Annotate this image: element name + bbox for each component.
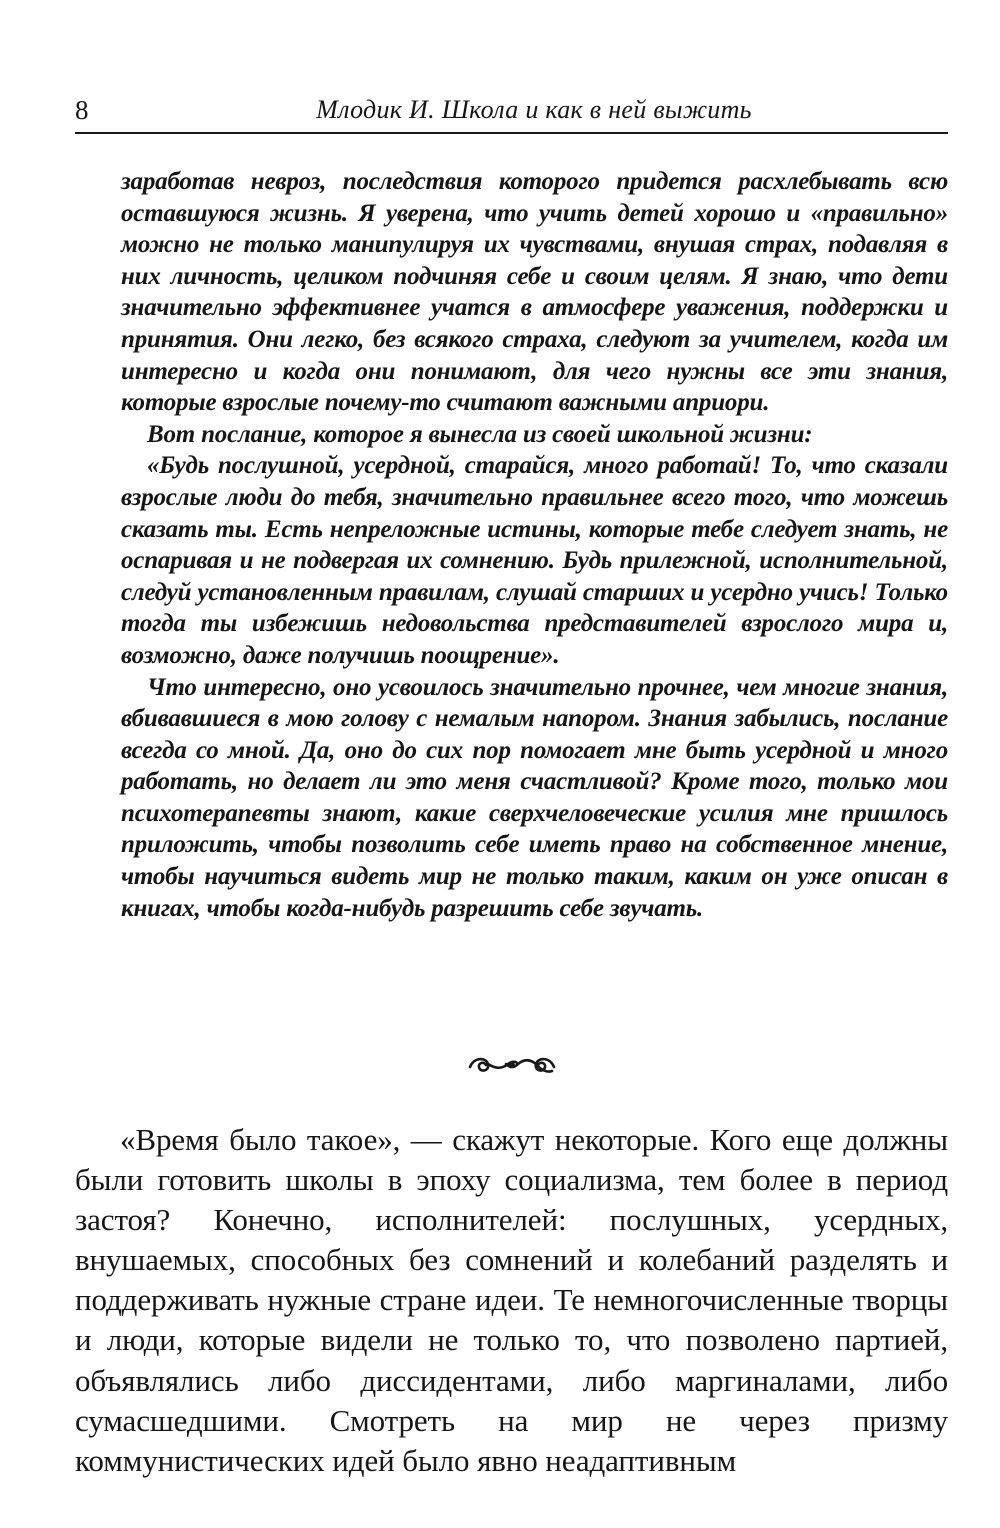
quote-paragraph: Что интересно, оно усвоилось значительно прочнее, чем многие знания, вбивавшиеся в мою голову с немалым напором. Знания забылись, послание всегда со мной. Да, оно до сих пор помогает мне быть усердной и много работать, но делает ли это меня счастливой? Кроме того, только мои психотерапевты знают, какие сверхчеловеческие усилия мне пришлось приложить, чтобы позволить себе иметь право на собственное мнение, чтобы научиться видеть мир не только таким, каким он уже описан в книгах, чтобы когда-нибудь разрешить себе звучать. [121, 673, 948, 922]
main-body-text [75, 1120, 948, 1481]
body-paragraph: «Время было такое», — скажут некоторые. Кого еще должны были готовить школы в эпоху социализма, тем более в период застоя? Конечно, исполнителей: послушных, усердных, внушаемых, способных без сомнений и колебаний разделять и поддерживать нужные стране идеи. Те немногочисленные творцы и люди, которые видели не только то, что позволено партией, объявлялись либо диссидентами, либо маргиналами, либо сумасшедшими. Смотреть на мир не через призму коммунистических идей было явно неадаптивным [75, 1122, 948, 1478]
italic-quote-block [121, 166, 948, 924]
page-header [75, 92, 948, 134]
running-title: Млодик И. Школа и как в ней выжить [316, 95, 752, 124]
quote-paragraph: заработав невроз, последствия которого придется расхлебывать всю оставшуюся жизнь. Я уверена, что учить детей хорошо и «правильно» можно не только манипулируя их чувствами, внушая страх, подавляя в них личность, целиком подчиняя себе и своим целям. Я знаю, что дети значительно эффективнее учатся в атмосфере уважения, поддержки и принятия. Они легко, без всякого страха, следуют за учителем, когда им интересно и когда они понимают, для чего нужны все эти знания, которые взрослые почему-то считают важными априори. [121, 168, 948, 417]
quote-paragraph: «Будь послушной, усердной, старайся, много работай! То, что сказали взрослые люди до тебя, значительно правильнее всего того, что можешь сказать ты. Есть непреложные истины, которые тебе следует знать, не оспаривая и не подвергая их сомнению. Будь прилежной, исполнительной, следуй установленным правилам, слушай старших и усердно учись! Только тогда ты избежишь недовольства представителей взрослого мира и, возможно, даже получишь поощрение». [121, 452, 948, 669]
decorative-flourish-icon [466, 1049, 558, 1079]
quote-paragraph: Вот послание, которое я вынесла из своей школьной жизни: [147, 420, 813, 448]
page-number: 8 [75, 95, 89, 125]
